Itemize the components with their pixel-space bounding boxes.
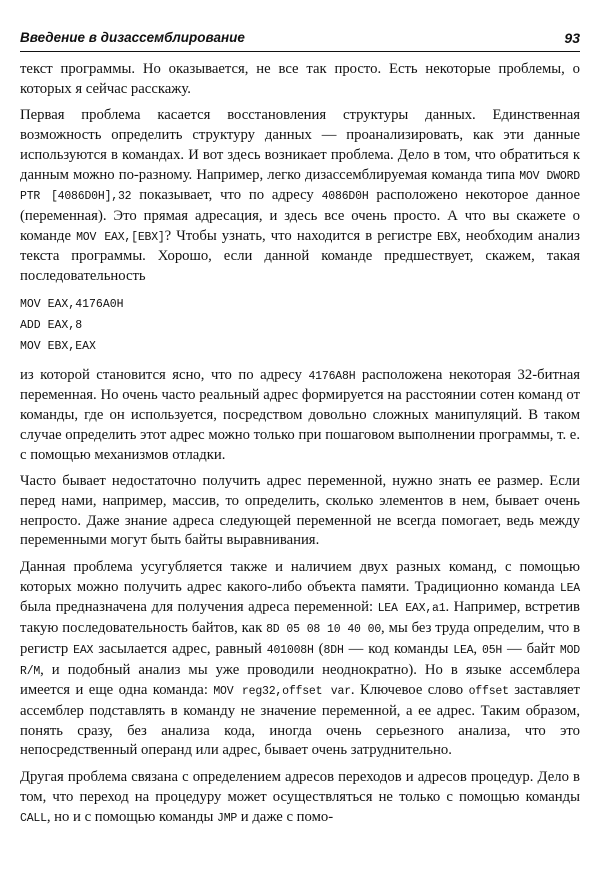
inline-code: MOV DWORD PTR [4086D0H],32 — [20, 169, 580, 204]
code-line: MOV EAX,4176A0H — [20, 297, 124, 311]
body-text — [20, 60, 580, 835]
paragraph-6: Другая проблема связана с определением адресов переходов и адресов процедур. Дело в том, что переход на процедуру может осуществляться не только с помощью команды CALL, но и с помощью команды JMP и даже с помо- — [20, 769, 580, 825]
inline-code: MOV EAX,[EBX] — [76, 230, 165, 244]
inline-code: MOV reg32,offset var — [213, 685, 351, 699]
inline-code: 8DH — [323, 643, 344, 657]
inline-code: MOD R/M — [20, 643, 580, 678]
inline-code: 401008H — [266, 643, 314, 657]
page-number: 93 — [564, 30, 580, 46]
paragraph-1: текст программы. Но оказывается, не все так просто. Есть некоторые проблемы, о которых я сейчас расскажу. — [20, 61, 580, 97]
inline-code: LEA EAX,a1 — [377, 602, 446, 616]
paragraph-5: Данная проблема усугубляется также и наличием двух разных команд, с помощью которых можно получить адрес какого-либо объекта памяти. Традиционно команда LEA была предназначена для получения адреса переменной: LEA EAX,a1. Например, встретив такую последовательность байтов, как 8D 05 08 10 40 00, мы без труда определим, что в регистр EAX засылается адрес, равный 401008H (8DH — код команды LEA, 05H — байт MOD R/M, и подобный анализ мы уже проводили неоднократно). Но в языке ассемблера имеется и еще одна команда: MOV reg32,offset var. Ключевое слово offset заставляет ассемблер подставлять в команду не значение переменной, а ее адрес. Таким образом, понять сразу, без анализа кода, иногда очень серьезного анализа, что это непосредственный операнд или адрес, бывает очень затруднительно. — [20, 559, 580, 759]
code-line: ADD EAX,8 — [20, 318, 83, 332]
inline-code: 4176A8H — [308, 369, 356, 383]
chapter-title: Введение в дизассемблирование — [20, 30, 245, 45]
inline-code: offset — [468, 685, 509, 699]
header-rule — [20, 51, 580, 52]
inline-code: EBX — [437, 230, 458, 244]
inline-code: CALL — [20, 811, 47, 825]
code-line: MOV EBX,EAX — [20, 339, 96, 353]
inline-code: 8D 05 08 10 40 00 — [266, 623, 382, 637]
inline-code: 05H — [482, 643, 503, 657]
inline-code: EAX — [73, 643, 94, 657]
code-listing — [20, 294, 580, 357]
running-header — [20, 30, 580, 52]
inline-code: LEA — [453, 643, 474, 657]
paragraph-2: Первая проблема касается восстановления структуры данных. Единственная возможность определить структуру данных — проанализировать, как эти данные используются в командах. И вот здесь возникает проблема. Дело в том, что обратиться к данным можно по-разному. Например, легко дизассемблируемая команда типа MOV DWORD PTR [4086D0H],32 показывает, что по адресу 4086D0H расположено некоторое данное (переменная). Это прямая адресация, и здесь все очень просто. А что вы скажете о команде MOV EAX,[EBX]? Чтобы узнать, что находится в регистре EBX, необходим анализ текста программы. Хорошо, если данной команде предшествует, скажем, такая последовательность — [20, 107, 580, 285]
inline-code: JMP — [217, 811, 238, 825]
paragraph-4: Часто бывает недостаточно получить адрес переменной, нужно знать ее размер. Если перед нами, например, массив, то определить, сколько элементов в нем, бывает очень непросто. Даже знание адреса следующей переменной не всегда помогает, ведь между переменными могут быть байты выравнивания. — [20, 473, 580, 549]
inline-code: 4086D0H — [321, 190, 369, 204]
paragraph-3: из которой становится ясно, что по адресу 4176A8H расположена некоторая 32-битная переменная. Но очень часто реальный адрес формируется на расстоянии сотен команд от команды, где он используется, посредством довольно сложных манипуляций. В таком случае определить этот адрес можно только при пошаговом выполнении программы, т. е. с помощью механизмов отладки. — [20, 366, 581, 463]
inline-code: LEA — [559, 581, 580, 595]
